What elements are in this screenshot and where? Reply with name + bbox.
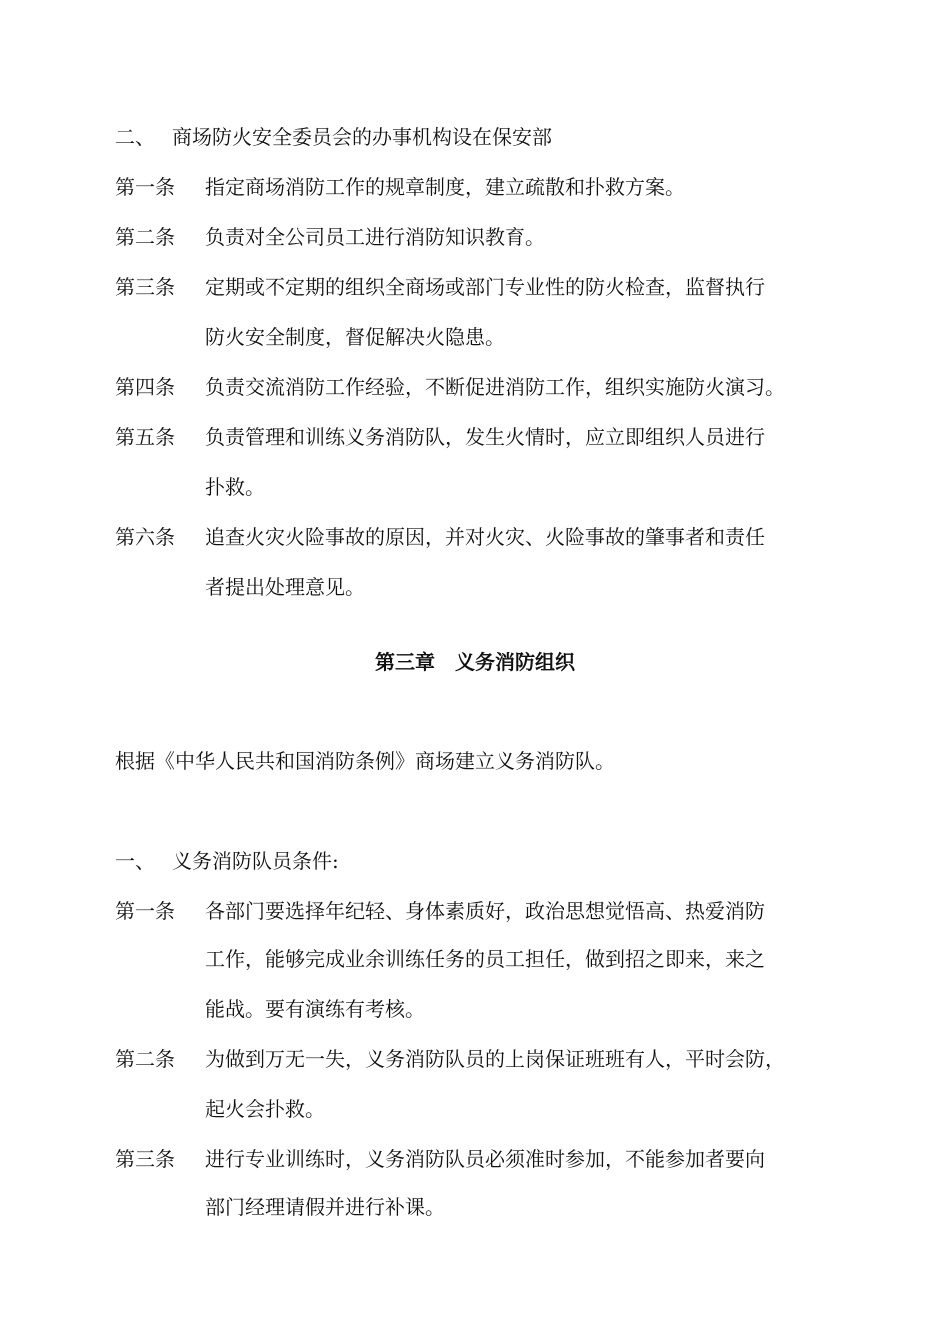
section-number: 一、 xyxy=(115,849,155,873)
article-label: 第一条 xyxy=(115,899,175,923)
article-text: 工作，能够完成业余训练任务的员工担任，做到招之即来，来之 xyxy=(205,947,765,971)
article-text: 防火安全制度，督促解决火隐患。 xyxy=(205,325,505,349)
article-text: 扑救。 xyxy=(205,475,265,499)
article-text: 负责管理和训练义务消防队，发生火情时，应立即组织人员进行 xyxy=(205,425,765,449)
article-label: 第一条 xyxy=(115,175,175,199)
article-text: 负责对全公司员工进行消防知识教育。 xyxy=(205,225,545,249)
article-text: 负责交流消防工作经验，不断促进消防工作，组织实施防火演习。 xyxy=(205,375,785,399)
chapter-title: 第三章 义务消防组织 xyxy=(375,650,575,674)
article-text: 指定商场消防工作的规章制度，建立疏散和扑救方案。 xyxy=(205,175,685,199)
article-text: 追查火灾火险事故的原因，并对火灾、火险事故的肇事者和责任 xyxy=(205,525,765,549)
section-title: 义务消防队员条件: xyxy=(172,849,339,873)
article-text: 为做到万无一失，义务消防队员的上岗保证班班有人，平时会防， xyxy=(205,1047,785,1071)
chapter-intro: 根据《中华人民共和国消防条例》商场建立义务消防队。 xyxy=(115,749,615,773)
article-label: 第六条 xyxy=(115,525,175,549)
article-text: 部门经理请假并进行补课。 xyxy=(205,1195,445,1219)
article-label: 第三条 xyxy=(115,275,175,299)
article-text: 者提出处理意见。 xyxy=(205,575,365,599)
article-text: 定期或不定期的组织全商场或部门专业性的防火检查，监督执行 xyxy=(205,275,765,299)
article-text: 进行专业训练时，义务消防队员必须准时参加，不能参加者要向 xyxy=(205,1147,765,1171)
article-label: 第五条 xyxy=(115,425,175,449)
section-title: 商场防火安全委员会的办事机构设在保安部 xyxy=(172,125,552,149)
section-number: 二、 xyxy=(115,125,155,149)
article-label: 第四条 xyxy=(115,375,175,399)
article-label: 第三条 xyxy=(115,1147,175,1171)
article-text: 能战。要有演练有考核。 xyxy=(205,997,425,1021)
article-label: 第二条 xyxy=(115,1047,175,1071)
article-text: 起火会扑救。 xyxy=(205,1097,325,1121)
article-label: 第二条 xyxy=(115,225,175,249)
article-text: 各部门要选择年纪轻、身体素质好，政治思想觉悟高、热爱消防 xyxy=(205,899,765,923)
